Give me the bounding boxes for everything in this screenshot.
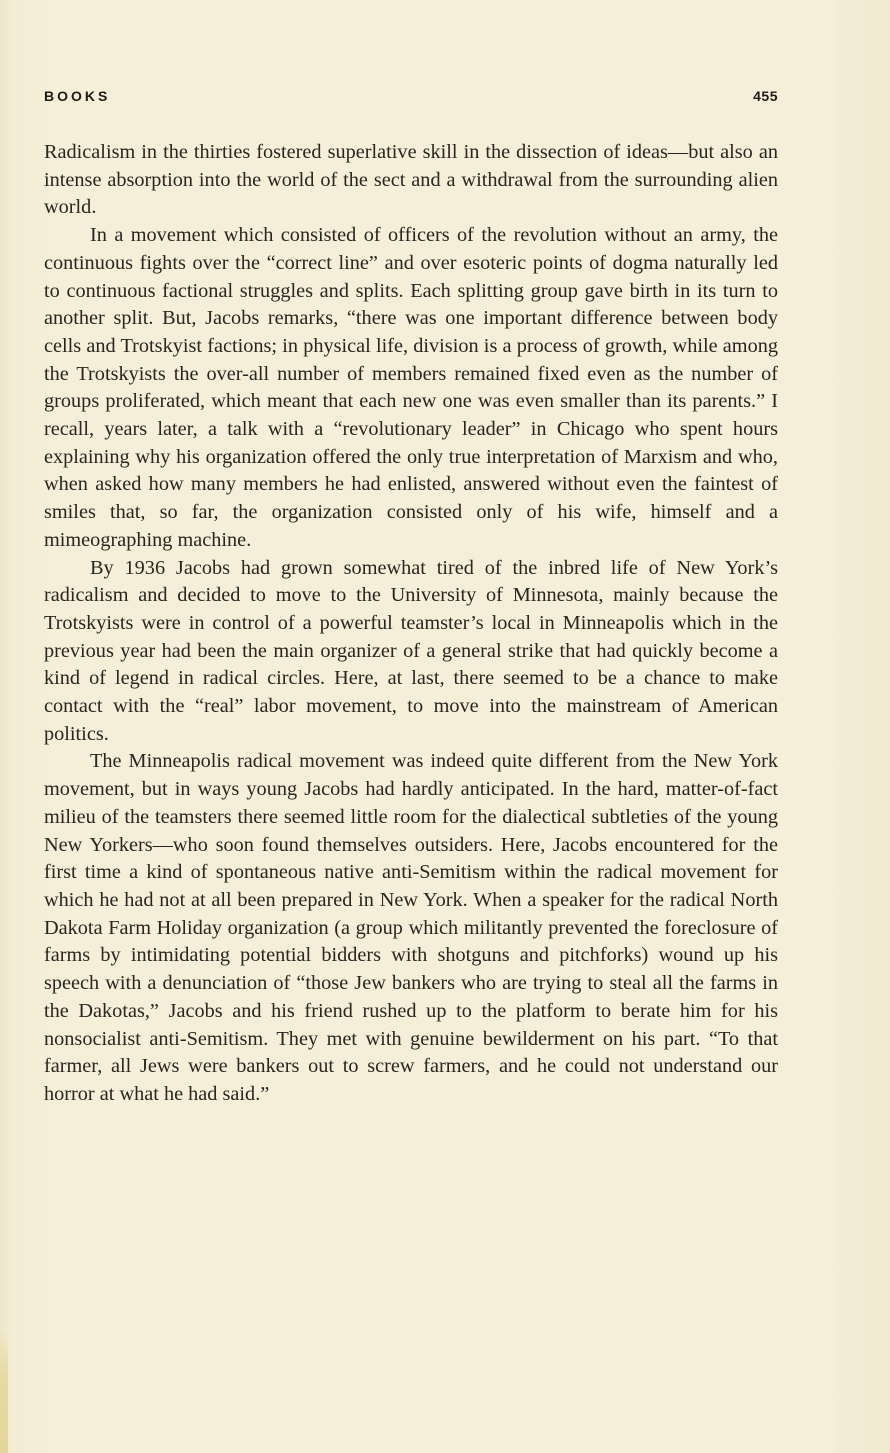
paragraph-3: By 1936 Jacobs had grown somewhat tired of the inbred life of New York’s radicalism and decided to move to the University of Minnesota, mainly because the Trotskyists were in control of a powerful teamster’s local in Minneapolis which in the previous year had been the main organizer of a general strike that had quickly become a kind of legend in radical circles. Here, at last, there seemed to be a chance to make contact with the “real” labor movement, to move into the mainstream of American politics. (44, 556, 778, 745)
body-text (44, 139, 778, 1109)
paragraph-1: Radicalism in the thirties fostered superlative skill in the dissection of ideas—but also an intense absorption into the world of the sect and a withdrawal from the surrounding alien world. (44, 141, 778, 219)
paragraph-2: In a movement which consisted of officers of the revolution without an army, the continuous fights over the “correct line” and over esoteric points of dogma naturally led to continuous factional struggles and splits. Each splitting group gave birth in its turn to another split. But, Jacobs remarks, “there was one important difference between body cells and Trotskyist factions; in physical life, division is a process of growth, while among the Trotskyists the over-all number of members remained fixed even as the number of groups proliferated, which meant that each new one was even smaller than its parents.” I recall, years later, a talk with a “revolutionary leader” in Chicago who spent hours explaining why his organization offered the only true interpretation of Marxism and who, when asked how many members he had enlisted, answered without even the faintest of smiles that, so far, the organization consisted only of his wife, himself and a mimeographing machine. (44, 224, 778, 551)
page-edge-shading (0, 1330, 8, 1453)
page-number: 455 (753, 88, 778, 104)
page-header (44, 88, 778, 110)
running-head: BOOKS (44, 88, 111, 104)
paragraph-4: The Minneapolis radical movement was indeed quite different from the New York movement, but in ways young Jacobs had hardly anticipated. In the hard, matter-of-fact milieu of the teamsters there seemed little room for the dialectical subtleties of the young New Yorkers—who soon found themselves outsiders. Here, Jacobs encountered for the first time a kind of spontaneous native anti-Semitism within the radical movement for which he had not at all been prepared in New York. When a speaker for the radical North Dakota Farm Holiday organization (a group which militantly prevented the foreclosure of farms by intimidating potential bidders with shotguns and pitchforks) wound up his speech with a denunciation of “those Jew bankers who are trying to steal all the farms in the Dakotas,” Jacobs and his friend rushed up to the platform to berate him for his nonsocialist anti-Semitism. They met with genuine bewilderment on his part. “To that farmer, all Jews were bankers out to screw farmers, and he could not understand our horror at what he had said.” (44, 750, 778, 1105)
